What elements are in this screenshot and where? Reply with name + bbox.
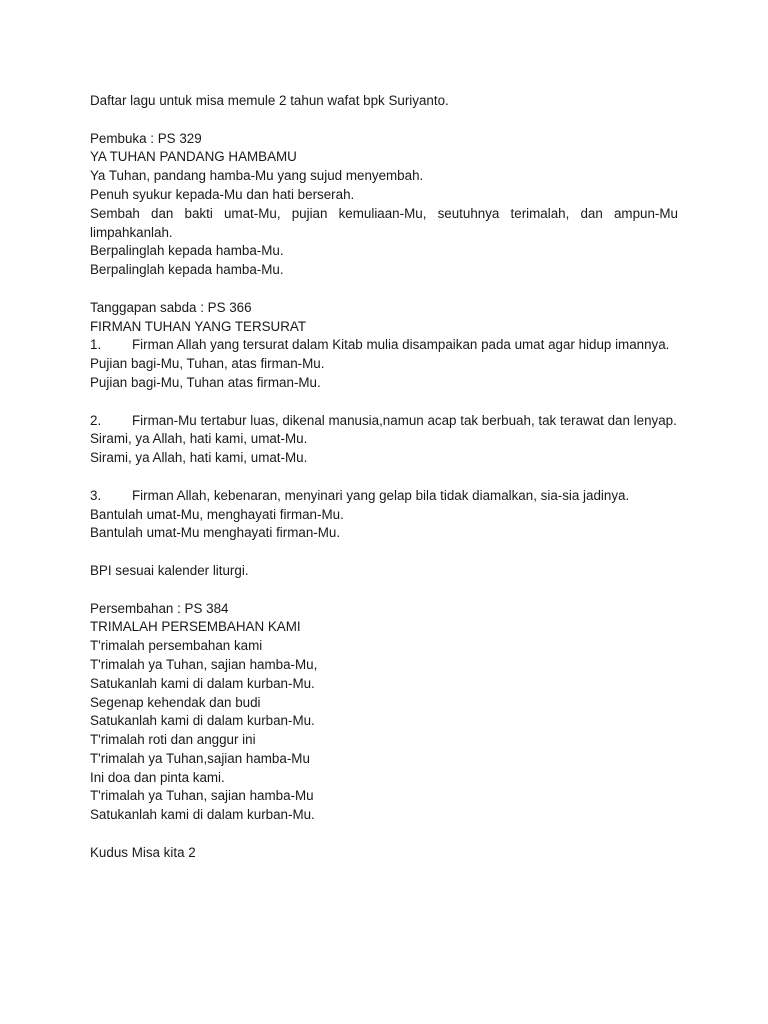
refrain-line: Sirami, ya Allah, hati kami, umat-Mu. — [90, 450, 308, 466]
document-page — [90, 92, 678, 863]
verse-text: Firman-Mu tertabur luas, dikenal manusia,namun acap tak berbuah, tak terawat dan lenyap. — [132, 412, 677, 428]
spacer — [90, 393, 678, 412]
persembahan-line: T'rimalah persembahan kami — [90, 638, 263, 654]
refrain-line: Bantulah umat-Mu menghayati firman-Mu. — [90, 525, 341, 541]
persembahan-line: Satukanlah kami di dalam kurban-Mu. — [90, 807, 315, 823]
spacer — [90, 280, 678, 299]
persembahan-song-title: TRIMALAH PERSEMBAHAN KAMI — [90, 619, 301, 635]
pembuka-line: Berpalinglah kepada hamba-Mu. — [90, 243, 284, 259]
verse-block — [90, 412, 678, 468]
verse-number: 3. — [90, 487, 102, 503]
persembahan-line: Satukanlah kami di dalam kurban-Mu. — [90, 713, 315, 729]
persembahan-line: Segenap kehendak dan budi — [90, 694, 261, 710]
refrain-line: Sirami, ya Allah, hati kami, umat-Mu. — [90, 431, 308, 447]
spacer — [90, 111, 678, 130]
verse-line — [90, 336, 678, 355]
verse-block — [90, 487, 678, 543]
spacer — [90, 825, 678, 844]
verse-number: 1. — [90, 337, 102, 353]
persembahan-line: T'rimalah roti dan anggur ini — [90, 732, 256, 748]
pembuka-line: Sembah dan bakti umat-Mu, pujian kemuliaan-Mu, seutuhnya terimalah, dan ampun-Mu limpahkanlah. — [90, 205, 678, 240]
verse-block — [90, 336, 678, 392]
persembahan-line: Ini doa dan pinta kami. — [90, 769, 225, 785]
verse-line — [90, 487, 678, 506]
verse-text: Firman Allah yang tersurat dalam Kitab mulia disampaikan pada umat agar hidup imannya. — [132, 337, 670, 353]
refrain-line: Pujian bagi-Mu, Tuhan, atas firman-Mu. — [90, 356, 325, 372]
spacer — [90, 581, 678, 600]
section-persembahan — [90, 600, 678, 826]
persembahan-line: T'rimalah ya Tuhan, sajian hamba-Mu, — [90, 656, 318, 672]
refrain-line: Bantulah umat-Mu, menghayati firman-Mu. — [90, 506, 344, 522]
persembahan-line: T'rimalah ya Tuhan,sajian hamba-Mu — [90, 750, 310, 766]
spacer — [90, 468, 678, 487]
kudus-line: Kudus Misa kita 2 — [90, 844, 196, 860]
spacer — [90, 543, 678, 562]
pembuka-line: Penuh syukur kepada-Mu dan hati berserah. — [90, 186, 355, 202]
persembahan-label: Persembahan : PS 384 — [90, 600, 229, 616]
refrain-line: Pujian bagi-Mu, Tuhan atas firman-Mu. — [90, 374, 321, 390]
section-tanggapan — [90, 299, 678, 543]
tanggapan-song-title: FIRMAN TUHAN YANG TERSURAT — [90, 318, 307, 334]
verse-text: Firman Allah, kebenaran, menyinari yang gelap bila tidak diamalkan, sia-sia jadinya. — [132, 487, 630, 503]
document-title-line: Daftar lagu untuk misa memule 2 tahun wafat bpk Suriyanto. — [90, 93, 449, 108]
pembuka-line: Ya Tuhan, pandang hamba-Mu yang sujud menyembah. — [90, 168, 424, 184]
persembahan-line: T'rimalah ya Tuhan, sajian hamba-Mu — [90, 788, 314, 804]
pembuka-label: Pembuka : PS 329 — [90, 130, 202, 146]
bpi-line: BPI sesuai kalender liturgi. — [90, 562, 249, 578]
pembuka-line: Berpalinglah kepada hamba-Mu. — [90, 262, 284, 278]
persembahan-line: Satukanlah kami di dalam kurban-Mu. — [90, 675, 315, 691]
pembuka-song-title: YA TUHAN PANDANG HAMBAMU — [90, 149, 297, 165]
verse-line — [90, 412, 678, 431]
tanggapan-label: Tanggapan sabda : PS 366 — [90, 299, 252, 315]
section-pembuka — [90, 130, 678, 280]
verse-number: 2. — [90, 412, 102, 428]
